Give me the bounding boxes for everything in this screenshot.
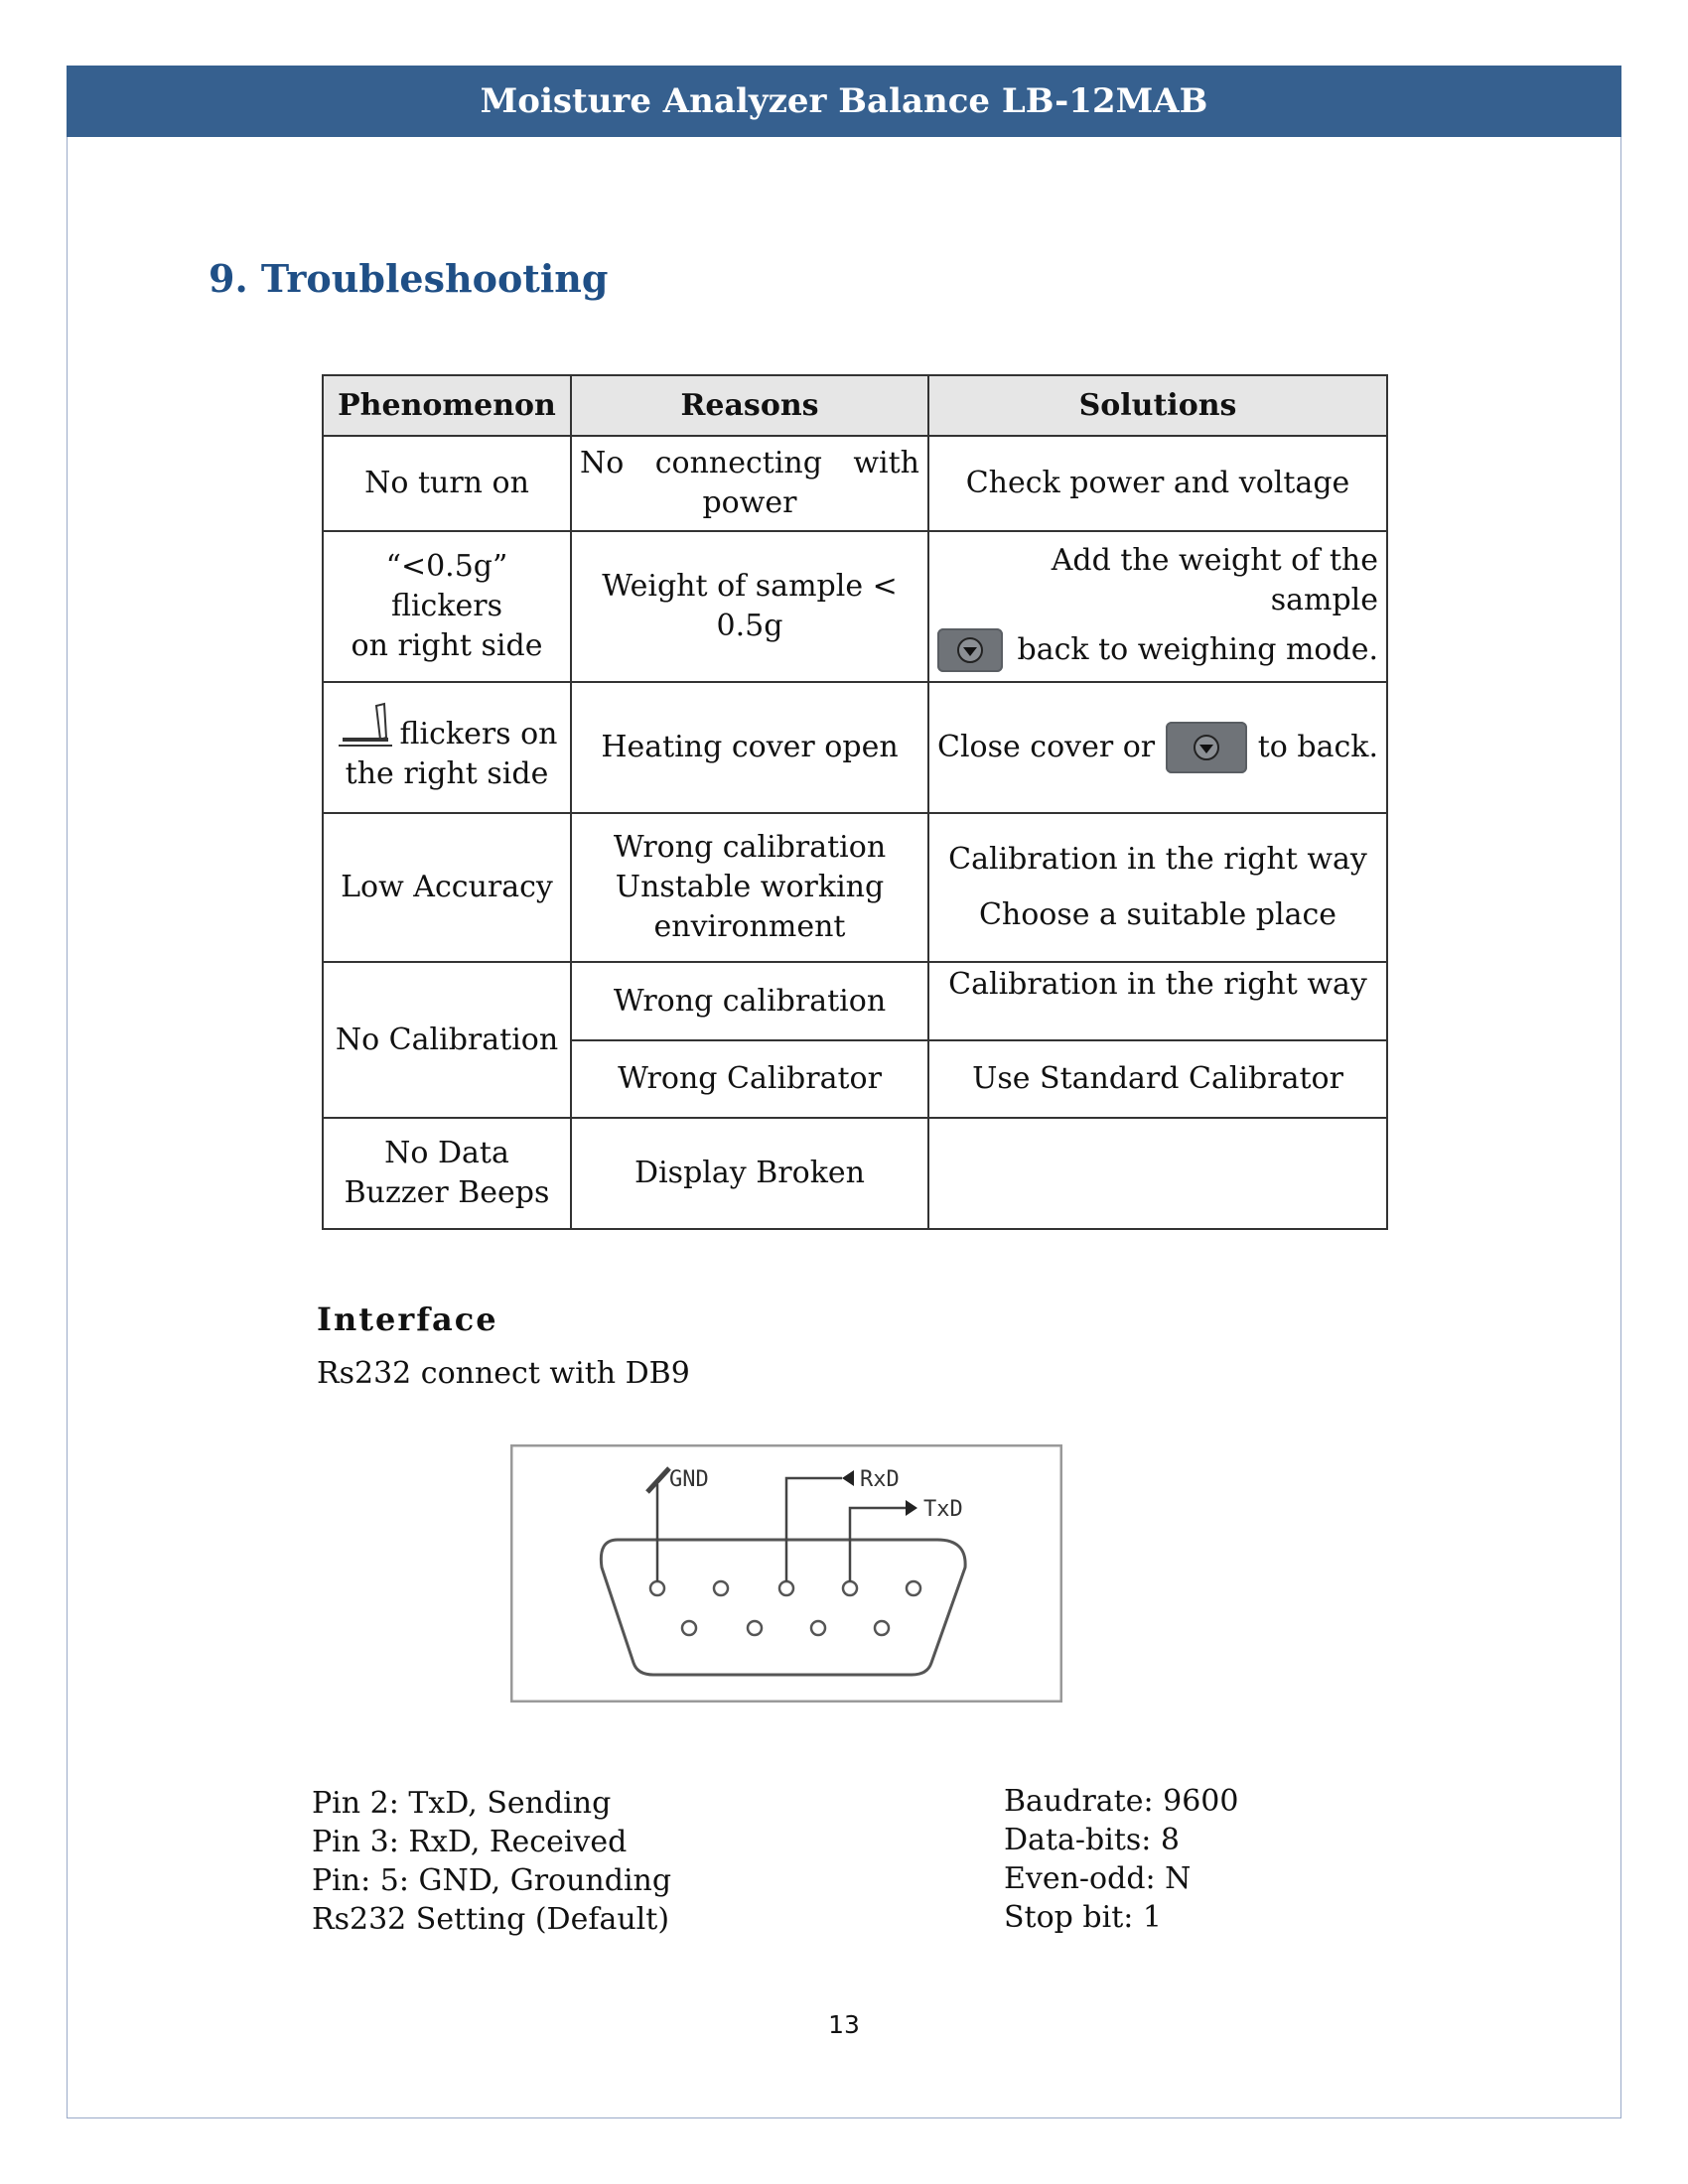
pin-line: Pin 2: TxD, Sending: [312, 1786, 612, 1821]
phenomenon-text: flickers on: [399, 716, 558, 751]
serial-line: Even-odd: N: [1004, 1861, 1192, 1896]
down-arrow-button-icon: [1166, 722, 1247, 773]
rxd-label: RxD: [860, 1467, 900, 1492]
solution-text: back to weighing mode.: [1017, 632, 1378, 667]
solution-cell: [928, 1118, 1387, 1229]
solution-line: Add the weight of the sample: [1051, 543, 1378, 617]
solution-cell: [928, 531, 1387, 682]
down-arrow-button-icon: [937, 628, 1003, 672]
solution-line: Choose a suitable place: [978, 897, 1337, 932]
table-row: [323, 813, 1387, 962]
reason-cell: Wrong Calibrator: [571, 1040, 928, 1118]
phenomenon-line: Buzzer Beeps: [344, 1175, 550, 1210]
table-row: [323, 1118, 1387, 1229]
header-phenomenon: Phenomenon: [323, 375, 571, 436]
header-reasons: Reasons: [571, 375, 928, 436]
pin-circle: [714, 1581, 728, 1595]
phenomenon-cell: [323, 682, 571, 813]
reason-cell: Display Broken: [571, 1118, 928, 1229]
pin-circle: [779, 1581, 793, 1595]
reason-line: [580, 444, 919, 483]
solution-cell: Check power and voltage: [928, 436, 1387, 531]
pin-list: [312, 1784, 671, 1939]
solution-cell: Calibration in the right way: [928, 962, 1387, 1040]
gnd-label: GND: [669, 1467, 709, 1492]
phenomenon-cell: Low Accuracy: [323, 813, 571, 962]
solution-text: to back.: [1257, 730, 1378, 764]
solution-line: [937, 628, 1378, 672]
table-row: [323, 962, 1387, 1040]
phenomenon-line: No Data: [384, 1136, 509, 1170]
phenomenon-cell: No turn on: [323, 436, 571, 531]
pin-circle: [843, 1581, 857, 1595]
reason-line: 0.5g: [716, 609, 783, 643]
reason-cell: [571, 436, 928, 531]
phenomenon-line: the right side: [345, 755, 549, 791]
serial-line: Stop bit: 1: [1004, 1900, 1162, 1935]
reason-line: environment: [653, 909, 846, 944]
db9-connector-diagram: [510, 1444, 1062, 1703]
phenomenon-cell: No Calibration: [323, 962, 571, 1118]
reason-word: No: [580, 446, 625, 480]
phenomenon-line: [332, 702, 562, 754]
serial-line: Baudrate: 9600: [1004, 1784, 1239, 1819]
table-row: [323, 531, 1387, 682]
serial-settings: [1004, 1782, 1238, 1937]
interface-description: Rs232 connect with DB9: [317, 1356, 690, 1391]
section-title: 9. Troubleshooting: [209, 256, 609, 301]
solution-line: [937, 722, 1378, 773]
reason-line: Wrong calibration: [613, 830, 887, 865]
reason-line: Weight of sample <: [602, 569, 898, 604]
txd-label: TxD: [923, 1497, 963, 1522]
reason-word: connecting: [654, 446, 822, 480]
solution-cell: Use Standard Calibrator: [928, 1040, 1387, 1118]
solution-cell: [928, 682, 1387, 813]
heating-cover-icon: [337, 702, 396, 750]
reason-cell: Heating cover open: [571, 682, 928, 813]
pin-circle: [811, 1621, 825, 1635]
interface-heading: Interface: [317, 1300, 498, 1338]
reason-cell: [571, 813, 928, 962]
table-row: [323, 682, 1387, 813]
pin-line: Pin 3: RxD, Received: [312, 1825, 628, 1859]
phenomenon-cell: [323, 531, 571, 682]
phenomenon-line: on right side: [351, 628, 543, 663]
pin-circle: [748, 1621, 762, 1635]
serial-line: Data-bits: 8: [1004, 1823, 1180, 1857]
header-solutions: Solutions: [928, 375, 1387, 436]
pin-circle: [875, 1621, 889, 1635]
solution-cell: [928, 813, 1387, 962]
header-title: Moisture Analyzer Balance LB-12MAB: [480, 81, 1208, 121]
pin-circle: [650, 1581, 664, 1595]
reason-line: power: [702, 485, 797, 520]
reason-line: Unstable working: [615, 870, 885, 904]
pin-circle: [682, 1621, 696, 1635]
table-header-row: [323, 375, 1387, 436]
reason-cell: Wrong calibration: [571, 962, 928, 1040]
document-header: [67, 66, 1621, 137]
pin-line: Pin: 5: GND, Grounding: [312, 1863, 672, 1898]
phenomenon-cell: [323, 1118, 571, 1229]
reason-cell: [571, 531, 928, 682]
troubleshooting-table: [322, 374, 1388, 1230]
reason-word: with: [853, 446, 919, 480]
solution-text: Close cover or: [937, 730, 1156, 764]
phenomenon-line: “<0.5g” flickers: [385, 549, 508, 623]
pin-circle: [907, 1581, 920, 1595]
table-row: [323, 436, 1387, 531]
page-number: 13: [828, 2010, 860, 2039]
pin-line: Rs232 Setting (Default): [312, 1902, 670, 1937]
solution-line: Calibration in the right way: [948, 842, 1367, 877]
